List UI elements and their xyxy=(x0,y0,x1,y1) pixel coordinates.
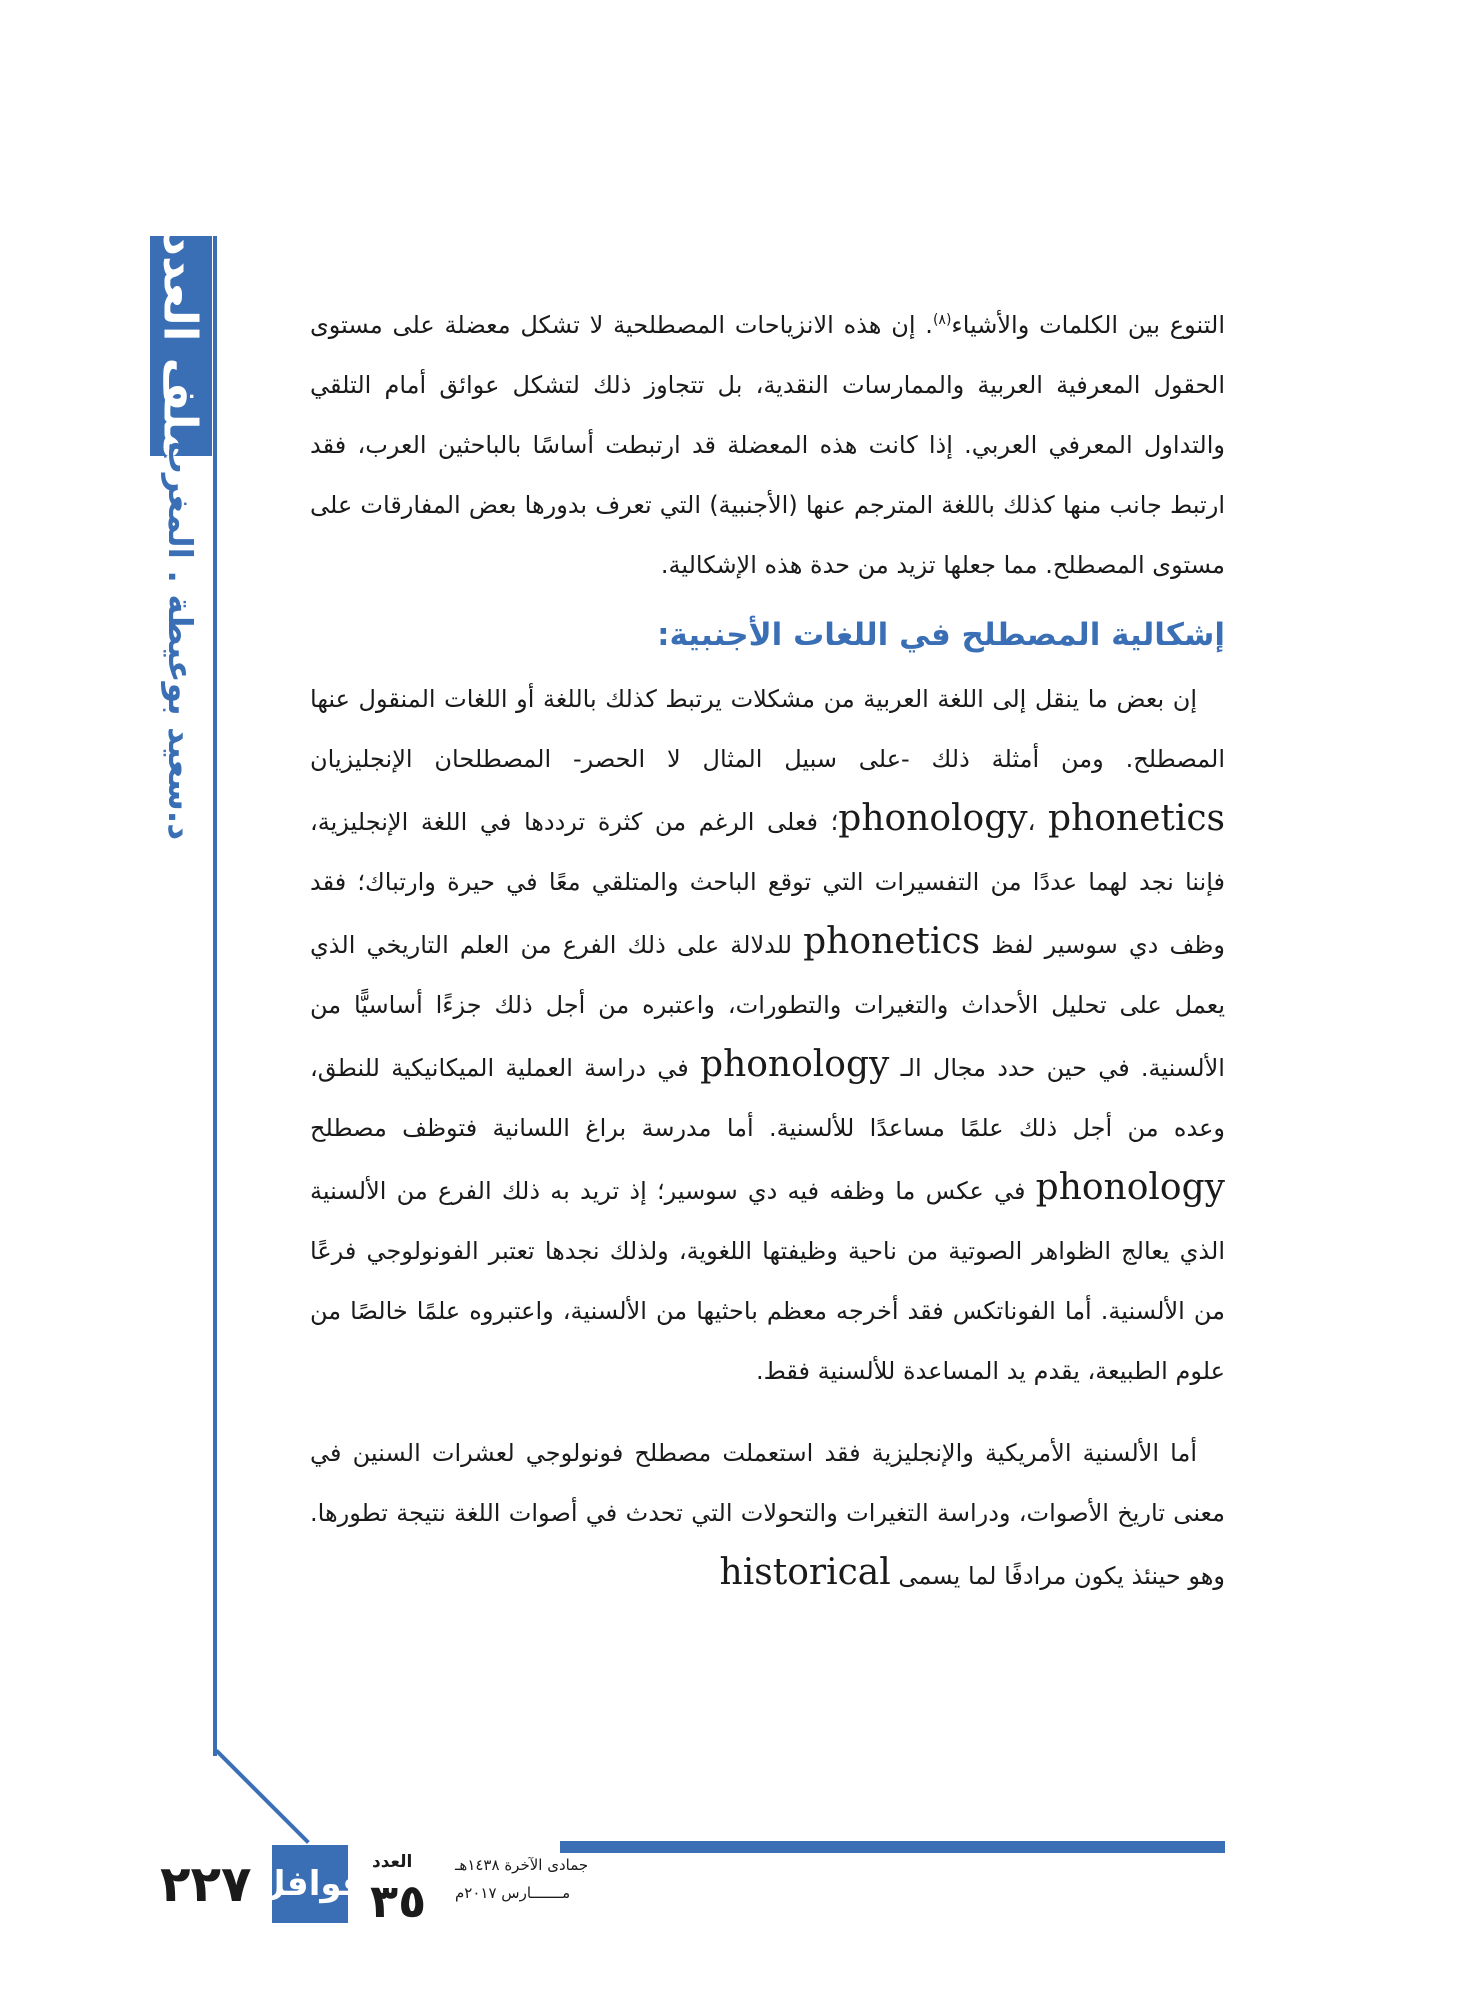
page-number: ٢٢٧ xyxy=(160,1855,252,1913)
term-phonology-3: phonology xyxy=(1035,1167,1225,1208)
section-title: ملف العدد xyxy=(154,232,208,460)
issue-label: العدد xyxy=(372,1852,413,1872)
issue-date-hijri: جمادى الآخرة ١٤٣٨هـ xyxy=(455,1856,589,1874)
author-line xyxy=(150,440,212,840)
term-historical: historical xyxy=(719,1552,891,1593)
term-phonetics: phonetics xyxy=(1048,798,1226,839)
paragraph-1: التنوع بين الكلمات والأشياء$^{(٨)}$. إن هذه الانزياحات المصطلحية لا تشكل معضلة على مستوى الحقول المعرفية العربية والممارسات النقدية، بل تتجاوز ذلك لتشكل عوائق أمام التلقي والتداول المعرفي العربي. إذا كانت هذه المعضلة قد ارتبطت أساسًا بالباحثين العرب، فقد ارتبط جانب منها كذلك باللغة المترجم عنها (الأجنبية) التي تعرف بدورها بعض المفارقات على مستوى المصطلح. مما جعلها تزيد من حدة هذه الإشكالية. xyxy=(310,311,1225,579)
section-heading: إشكالية المصطلح في اللغات الأجنبية: xyxy=(657,617,1225,653)
paragraph-3: أما الألسنية الأمريكية والإنجليزية فقد استعملت مصطلح فونولوجي لعشرات السنين في معنى تاريخ الأصوات، ودراسة التغيرات والتحولات التي تحدث في أصوات اللغة نتيجة تطورها. وهو حينئذ يكون مرادفًا لما يسمى historical xyxy=(310,1439,1225,1593)
author-name: د.سعيد بوعيطة . المغرب xyxy=(161,440,201,840)
frame-top-line xyxy=(213,236,217,1756)
footnote-ref: (٨) xyxy=(932,312,952,328)
term-phonology-2: phonology xyxy=(700,1044,890,1085)
term-phonology: phonology xyxy=(838,798,1028,839)
section-title-tab xyxy=(150,232,212,460)
article-body xyxy=(310,290,1225,1606)
footer-bar xyxy=(560,1841,1225,1853)
issue-number: ٣٥ xyxy=(370,1874,427,1928)
issue-date-gregorian: مـــــــارس ٢٠١٧م xyxy=(455,1884,571,1902)
frame-diagonal xyxy=(215,1749,310,1844)
magazine-logo: قوافل xyxy=(272,1845,348,1923)
term-phonetics-2: phonetics xyxy=(803,921,981,962)
paragraph-2: إن بعض ما ينقل إلى اللغة العربية من مشكلات يرتبط كذلك باللغة أو اللغات المنقول عنها المصطلح. ومن أمثلة ذلك -على سبيل المثال لا الحصر- المصطلحان الإنجليزيان phonology، phonetics؛ فعلى الرغم من كثرة ترددها في اللغة الإنجليزية، فإننا نجد لهما عددًا من التفسيرات التي توقع الباحث والمتلقي معًا في حيرة وارتباك؛ فقد وظف دي سوسير لفظ phonetics للدلالة على ذلك الفرع من العلم التاريخي الذي يعمل على تحليل الأحداث والتغيرات والتطورات، واعتبره من أجل ذلك جزءًا أساسيًّا من الألسنية. في حين حدد مجال الـ phonology في دراسة العملية الميكانيكية للنطق، وعده من أجل ذلك علمًا مساعدًا للألسنية. أما مدرسة براغ اللسانية فتوظف مصطلح phonology في عكس ما وظفه فيه دي سوسير؛ إذ تريد به ذلك الفرع من الألسنية الذي يعالج الظواهر الصوتية من ناحية وظيفتها اللغوية، ولذلك نجدها تعتبر الفونولوجي فرعًا من الألسنية. أما الفوناتكس فقد أخرجه معظم باحثيها من الألسنية، واعتبروه علمًا خالصًا من علوم الطبيعة، يقدم يد المساعدة للألسنية فقط. xyxy=(310,685,1226,1385)
